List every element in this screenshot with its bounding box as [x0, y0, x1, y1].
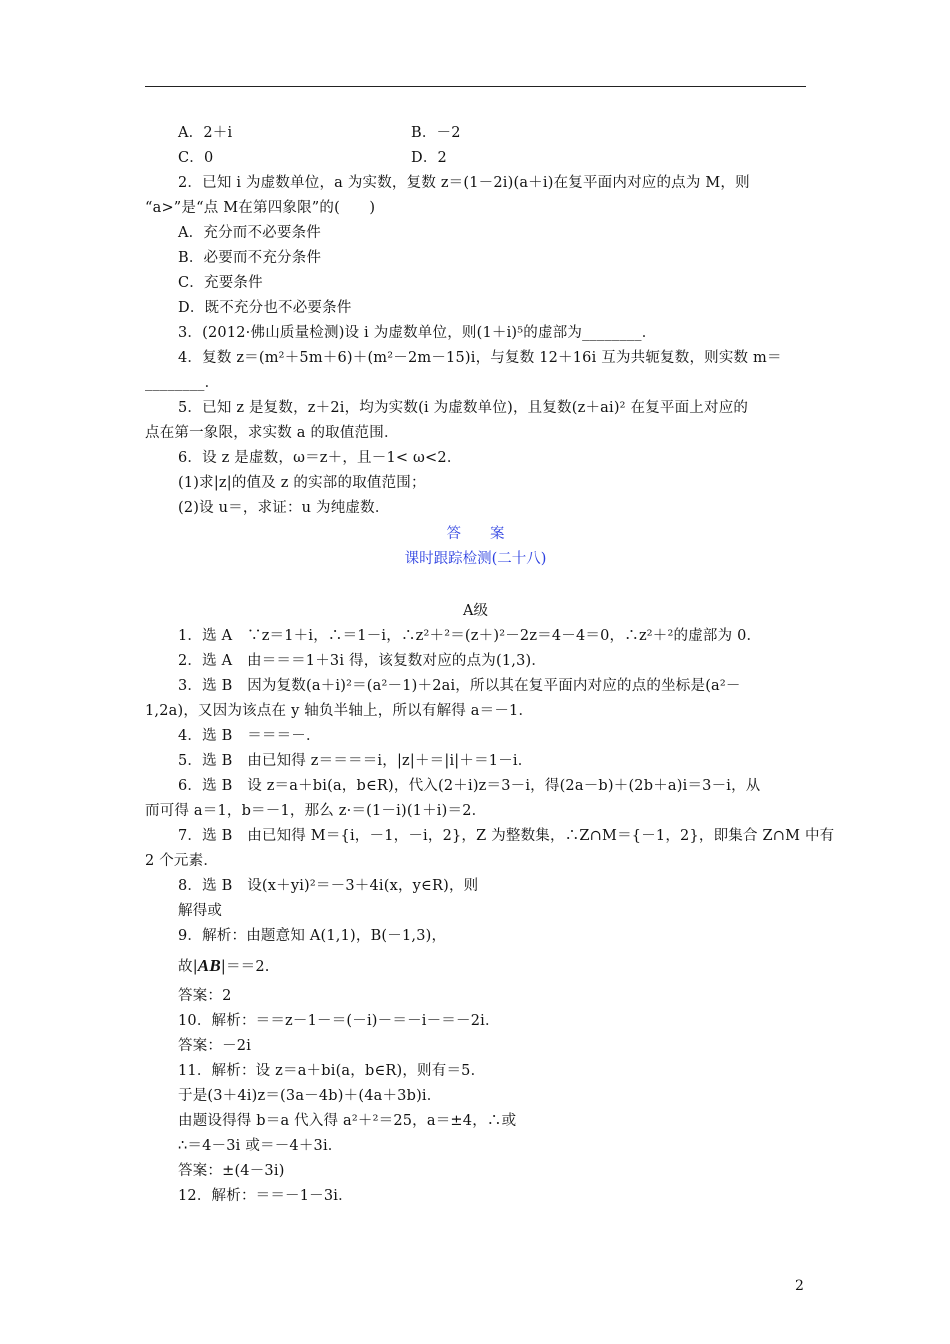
q4-line2: ________．: [145, 375, 220, 391]
page-number: 2: [795, 1278, 804, 1294]
answer-line: 4．选 B ＝＝＝－．: [178, 728, 321, 744]
q1-option-c: C．0: [178, 150, 214, 166]
q2-option-a: A．充分而不必要条件: [178, 225, 321, 241]
answer-line: 3．选 B 因为复数(a＋i)²＝(a²－1)＋2ai，所以其在复平面内对应的点的坐标是(a²－: [178, 678, 741, 694]
answer-line: 于是(3＋4i)z＝(3a－4b)＋(4a＋3b)i．: [178, 1088, 442, 1104]
answer-line: 答案：－2i: [178, 1038, 252, 1054]
q5-line1: 5．已知 z 是复数，z＋2i，均为实数(i 为虚数单位)，且复数(z＋ai)² 在复平面上对应的: [178, 400, 749, 416]
answer-line: 答案：2: [178, 988, 232, 1004]
q4-line1: 4．复数 z＝(m²＋5m＋6)＋(m²－2m－15)i，与复数 12＋16i 互为共轭复数，则实数 m＝: [178, 350, 782, 366]
q2-option-b: B．必要而不充分条件: [178, 250, 322, 266]
answer-line: 12．解析：＝＝－1－3i．: [178, 1188, 353, 1204]
answer-line: 7．选 B 由已知得 M＝{i，－1，－i，2}，Z 为整数集，∴Z∩M＝{－1，2}，即集合 Z∩M 中有: [178, 828, 835, 844]
level-label: A级: [463, 603, 488, 619]
q1-option-b: B．－2: [411, 125, 461, 141]
q2-option-c: C．充要条件: [178, 275, 263, 291]
answer-line: 6．选 B 设 z＝a＋bi(a，b∈R)，代入(2＋i)z＝3－i，得(2a－b)＋(2b＋a)i＝3－i，从: [178, 778, 761, 794]
answer-line: 1,2a)，又因为该点在 y 轴负半轴上，所以有解得 a＝－1．: [145, 703, 534, 719]
answer-line: 而可得 a＝1，b＝－1，那么 z·＝(1－i)(1＋i)＝2．: [145, 803, 487, 819]
answer-heading: 答 案: [446, 526, 505, 542]
q3: 3．(2012·佛山质量检测)设 i 为虚数单位，则(1＋i)⁵的虚部为________．: [178, 325, 657, 341]
q6-line3: (2)设 u＝，求证：u 为纯虚数．: [178, 500, 390, 516]
answer-line: 2．选 A 由＝＝＝1＋3i 得，该复数对应的点为(1,3)．: [178, 653, 547, 669]
answer-subheading: 课时跟踪检测(二十八): [404, 551, 547, 567]
q5-line2: 点在第一象限，求实数 a 的取值范围．: [145, 425, 399, 441]
header-rule: [145, 86, 806, 87]
answer-line: 由题设得得 b＝a 代入得 a²＋²＝25，a＝±4，∴或: [178, 1113, 517, 1129]
q6-line2: (1)求|z|的值及 z 的实部的取值范围；: [178, 475, 426, 491]
q2-option-d: D．既不充分也不必要条件: [178, 300, 352, 316]
q2-line2: “a>”是“点 M在第四象限”的( ): [145, 200, 376, 216]
answer-line: 11．解析：设 z＝a＋bi(a，b∈R)，则有＝5．: [178, 1063, 486, 1079]
answer-line: 5．选 B 由已知得 z＝＝＝＝i，|z|＋＝|i|＋＝1－i．: [178, 753, 533, 769]
q9-suffix: |＝＝2.: [220, 959, 270, 975]
answer-line: 9．解析：由题意知 A(1,1)，B(－1,3)，: [178, 928, 447, 944]
answer-line: 8．选 B 设(x＋yi)²＝－3＋4i(x，y∈R)，则: [178, 878, 479, 894]
q1-option-d: D．2: [411, 150, 447, 166]
q2-line1: 2．已知 i 为虚数单位，a 为实数，复数 z＝(1－2i)(a＋i)在复平面内对应的点为 M，则: [178, 175, 750, 191]
q9-prefix: 故|: [178, 959, 198, 975]
answer-line: 解得或: [178, 903, 223, 919]
answer-line: 10．解析：＝＝z－1－＝(－i)－＝－i－＝－2i．: [178, 1013, 500, 1029]
answer-line: 答案：±(4－3i): [178, 1163, 285, 1179]
q1-option-a: A．2＋i: [178, 125, 233, 141]
q9-result-line: [178, 957, 270, 976]
answer-line: 2 个元素．: [145, 853, 219, 869]
answer-line: ∴＝4－3i 或＝－4＋3i．: [178, 1138, 343, 1154]
vector-ab: AB: [197, 956, 221, 975]
answer-line: 1．选 A ∵z＝1＋i，∴＝1－i，∴z²＋²＝(z＋)²－2z＝4－4＝0，∴z²＋²的虚部为 0．: [178, 628, 762, 644]
q6-line1: 6．设 z 是虚数，ω＝z＋，且－1< ω<2．: [178, 450, 462, 466]
